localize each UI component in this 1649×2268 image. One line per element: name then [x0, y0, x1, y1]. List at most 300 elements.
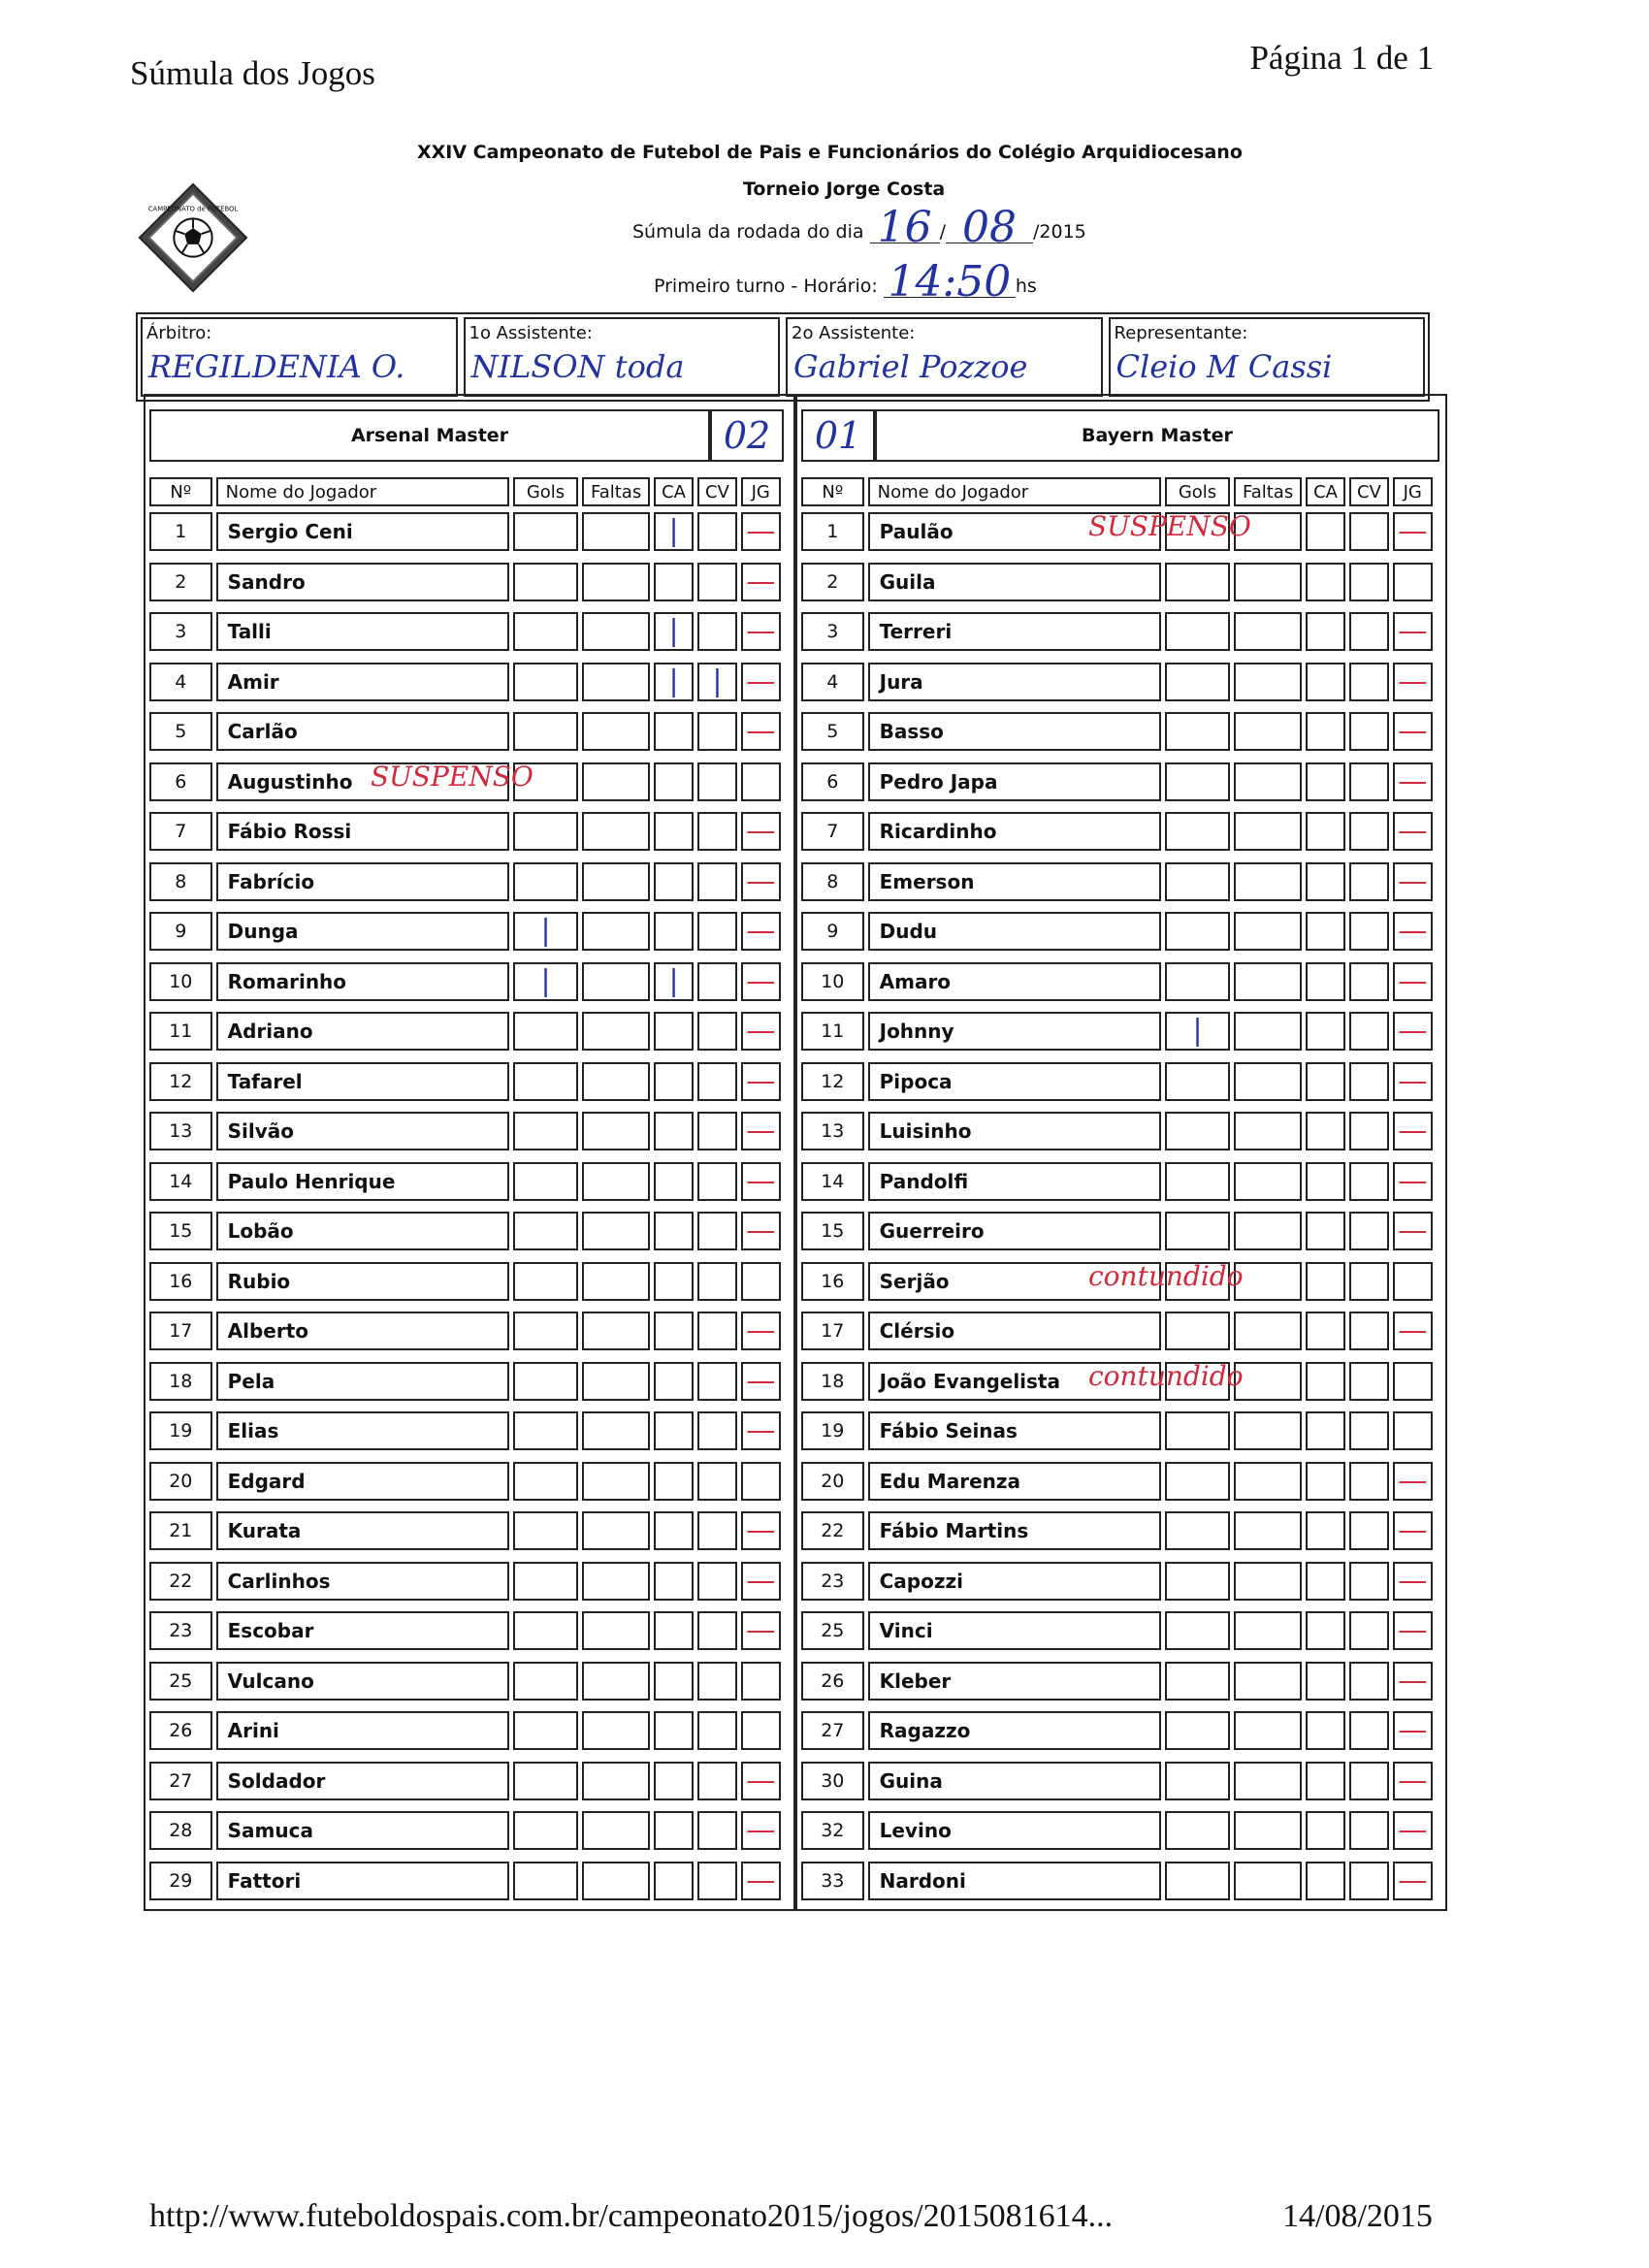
player-row [797, 1660, 1438, 1704]
handwritten-mark: | [1192, 1014, 1203, 1048]
handwritten-mark: | [668, 514, 679, 548]
stat-cell-ft [582, 712, 650, 751]
stat-cell-ca [1306, 812, 1345, 851]
stat-cell-ca [654, 1162, 694, 1201]
stat-cell-cv [697, 1312, 737, 1350]
stat-cell-ca [654, 1012, 694, 1051]
stat-cell-jg [741, 563, 781, 601]
stat-cell-gl [513, 962, 578, 1001]
stat-cell-ca [1306, 512, 1345, 551]
stat-cell-jg [741, 1762, 781, 1800]
player-row [797, 1609, 1438, 1654]
stat-cell-cv [1349, 1811, 1389, 1850]
player-number: 22 [801, 1511, 864, 1550]
handwritten-mark: — [746, 1063, 776, 1098]
stat-cell-ft [1234, 1262, 1302, 1301]
player-number: 18 [801, 1362, 864, 1401]
player-number: 3 [149, 612, 212, 651]
player-row [146, 1210, 786, 1254]
player-number: 7 [149, 812, 212, 851]
assistant2-name: Gabriel Pozzoe [793, 348, 1028, 385]
stat-cell-ca [654, 1112, 694, 1150]
stat-cell-gl [1165, 1811, 1230, 1850]
player-name: Elias [216, 1411, 509, 1450]
stat-cell-gl [513, 1162, 578, 1201]
stat-cell-gl [513, 1262, 578, 1301]
handwritten-mark: — [746, 1763, 776, 1798]
player-number: 1 [149, 512, 212, 551]
stat-cell-cv [1349, 1212, 1389, 1250]
time-suffix: hs [1015, 275, 1037, 297]
player-number: 26 [801, 1662, 864, 1701]
handwritten-mark: — [1398, 1563, 1428, 1598]
stat-cell-ft [582, 563, 650, 601]
stat-cell-ft [1234, 1511, 1302, 1550]
player-row [797, 1409, 1438, 1454]
page-number: Página 1 de 1 [1249, 39, 1434, 77]
stat-cell-ft [1234, 1662, 1302, 1701]
player-row [146, 910, 786, 955]
stat-cell-gl [513, 1611, 578, 1650]
player-number: 3 [801, 612, 864, 651]
handwritten-mark: — [746, 714, 776, 748]
player-row [797, 1260, 1438, 1305]
stat-cell-ca [654, 1811, 694, 1850]
stat-cell-gl [513, 862, 578, 901]
stat-cell-gl [513, 1362, 578, 1401]
player-row [797, 1560, 1438, 1604]
handwritten-mark: — [1398, 1114, 1428, 1148]
column-header-jg: JG [1393, 477, 1433, 506]
stat-cell-gl [513, 612, 578, 651]
handwritten-note: contundido [1088, 1359, 1244, 1392]
stat-cell-jg [741, 762, 781, 801]
stat-cell-jg [741, 1362, 781, 1401]
player-name: Alberto [216, 1312, 509, 1350]
player-name: Vulcano [216, 1662, 509, 1701]
player-row [797, 510, 1438, 555]
stat-cell-gl [1165, 862, 1230, 901]
player-row [797, 661, 1438, 705]
stat-cell-cv [697, 1462, 737, 1501]
handwritten-note: SUSPENSO [371, 760, 534, 793]
stat-cell-ca [654, 762, 694, 801]
player-number: 10 [801, 962, 864, 1001]
stat-cell-ft [582, 1112, 650, 1150]
stat-cell-jg [741, 1662, 781, 1701]
handwritten-mark: — [746, 1813, 776, 1847]
player-name: Luisinho [868, 1112, 1161, 1150]
player-row [146, 1660, 786, 1704]
player-row [146, 1460, 786, 1505]
handwritten-mark: — [1398, 1463, 1428, 1498]
stat-cell-cv [1349, 563, 1389, 601]
handwritten-mark: | [712, 664, 723, 698]
stat-cell-gl [1165, 1411, 1230, 1450]
stat-cell-ft [582, 1262, 650, 1301]
player-row [797, 761, 1438, 805]
stat-cell-gl [1165, 563, 1230, 601]
player-number: 22 [149, 1562, 212, 1601]
player-number: 27 [149, 1762, 212, 1800]
stat-cell-jg [741, 663, 781, 701]
date-month: 08 [946, 213, 1033, 243]
stat-cell-cv [697, 1562, 737, 1601]
stat-cell-ca [654, 612, 694, 651]
stat-cell-gl [513, 1462, 578, 1501]
stat-cell-ft [582, 1362, 650, 1401]
stat-cell-cv [697, 1862, 737, 1900]
stat-cell-ft [582, 812, 650, 851]
representative-label: Representante: [1114, 323, 1248, 343]
stat-cell-ft [1234, 962, 1302, 1001]
handwritten-mark: — [746, 1313, 776, 1347]
stat-cell-gl [1165, 712, 1230, 751]
team-name: Bayern Master [875, 409, 1439, 462]
player-number: 15 [149, 1212, 212, 1250]
player-name: Augustinho [216, 762, 509, 801]
stat-cell-ca [654, 1762, 694, 1800]
stat-cell-gl [1165, 1562, 1230, 1601]
player-row [146, 1160, 786, 1205]
stat-cell-gl [513, 1711, 578, 1750]
stat-cell-jg [741, 612, 781, 651]
stat-cell-ca [654, 1562, 694, 1601]
stat-cell-cv [1349, 1162, 1389, 1201]
stat-cell-gl [513, 1762, 578, 1800]
player-row [797, 810, 1438, 855]
stat-cell-ca [1306, 1711, 1345, 1750]
handwritten-mark: — [1398, 1763, 1428, 1798]
stat-cell-cv [697, 762, 737, 801]
referee-cell [141, 317, 458, 397]
player-number: 13 [149, 1112, 212, 1150]
player-number: 5 [149, 712, 212, 751]
representative-name: Cleio M Cassi [1116, 348, 1333, 385]
player-number: 9 [149, 912, 212, 951]
stat-cell-ca [1306, 1462, 1345, 1501]
stat-cell-ca [1306, 762, 1345, 801]
player-row [797, 1760, 1438, 1804]
player-row [146, 661, 786, 705]
player-name: Dunga [216, 912, 509, 951]
stat-cell-ca [1306, 712, 1345, 751]
handwritten-mark: — [746, 814, 776, 848]
player-number: 4 [801, 663, 864, 701]
player-name: Johnny [868, 1012, 1161, 1051]
stat-cell-cv [1349, 1611, 1389, 1650]
player-name: Levino [868, 1811, 1161, 1850]
stat-cell-cv [1349, 1362, 1389, 1401]
handwritten-mark: — [1398, 1663, 1428, 1698]
stat-cell-ca [654, 912, 694, 951]
stat-cell-ft [1234, 612, 1302, 651]
stat-cell-jg [1393, 1012, 1433, 1051]
player-number: 7 [801, 812, 864, 851]
stat-cell-ft [582, 512, 650, 551]
column-header-cv: CV [697, 477, 737, 506]
player-name: Terreri [868, 612, 1161, 651]
stat-cell-ft [1234, 1462, 1302, 1501]
stat-cell-ft [582, 1312, 650, 1350]
stat-cell-ft [1234, 862, 1302, 901]
stat-cell-ft [1234, 1711, 1302, 1750]
handwritten-mark: — [746, 1513, 776, 1547]
player-row [797, 1310, 1438, 1354]
stat-cell-ca [1306, 1062, 1345, 1101]
handwritten-mark: — [1398, 1163, 1428, 1198]
logo-text: CAMPEONATO de FUTEBOL [147, 205, 239, 213]
stat-cell-ca [654, 1212, 694, 1250]
stat-cell-jg [1393, 1112, 1433, 1150]
handwritten-mark: — [1398, 1513, 1428, 1547]
stat-cell-cv [1349, 1662, 1389, 1701]
column-header-ft: Faltas [582, 477, 650, 506]
player-name: Guerreiro [868, 1212, 1161, 1250]
stat-cell-jg [741, 1062, 781, 1101]
handwritten-mark: — [1398, 614, 1428, 648]
column-header-cv: CV [1349, 477, 1389, 506]
stat-cell-gl [1165, 663, 1230, 701]
player-row [146, 1060, 786, 1105]
stat-cell-ft [582, 1662, 650, 1701]
stat-cell-ca [654, 1511, 694, 1550]
stat-cell-cv [697, 663, 737, 701]
stat-cell-ft [1234, 1762, 1302, 1800]
player-name: Carlão [216, 712, 509, 751]
player-name: Nardoni [868, 1862, 1161, 1900]
handwritten-note: contundido [1088, 1259, 1244, 1292]
stat-cell-gl [1165, 1611, 1230, 1650]
stat-cell-cv [1349, 1511, 1389, 1550]
player-row [797, 561, 1438, 605]
time-label: Primeiro turno - Horário: [654, 275, 878, 297]
stat-cell-cv [697, 1511, 737, 1550]
stat-cell-ft [582, 612, 650, 651]
handwritten-mark: — [746, 1014, 776, 1048]
player-row [146, 1709, 786, 1754]
stat-cell-ft [1234, 563, 1302, 601]
stat-cell-jg [741, 1312, 781, 1350]
stat-cell-gl [513, 1212, 578, 1250]
player-name: Basso [868, 712, 1161, 751]
stat-cell-ca [654, 862, 694, 901]
stat-cell-ca [1306, 1511, 1345, 1550]
stat-cell-ca [1306, 1212, 1345, 1250]
stat-cell-ft [1234, 762, 1302, 801]
stat-cell-ft [582, 1462, 650, 1501]
player-name: Tafarel [216, 1062, 509, 1101]
stat-cell-gl [1165, 1012, 1230, 1051]
player-name: Paulão [868, 512, 1161, 551]
stat-cell-cv [1349, 862, 1389, 901]
stat-cell-gl [1165, 1162, 1230, 1201]
stat-cell-jg [741, 1212, 781, 1250]
stat-cell-ca [1306, 1811, 1345, 1850]
player-name: Edgard [216, 1462, 509, 1501]
stat-cell-ca [654, 512, 694, 551]
handwritten-mark: — [746, 1413, 776, 1447]
stat-cell-gl [513, 1662, 578, 1701]
stat-cell-cv [697, 1411, 737, 1450]
player-row [146, 1760, 786, 1804]
stat-cell-jg [741, 1811, 781, 1850]
player-name: Kleber [868, 1662, 1161, 1701]
player-row [797, 910, 1438, 955]
player-name: Soldador [216, 1762, 509, 1800]
stat-cell-gl [513, 1062, 578, 1101]
player-row [797, 710, 1438, 755]
handwritten-mark: — [746, 1563, 776, 1598]
handwritten-mark: — [1398, 1713, 1428, 1747]
player-name: Ricardinho [868, 812, 1161, 851]
stat-cell-ca [654, 1862, 694, 1900]
player-name: Adriano [216, 1012, 509, 1051]
stat-cell-jg [741, 512, 781, 551]
handwritten-mark: — [746, 914, 776, 948]
stat-cell-ft [582, 1511, 650, 1550]
stat-cell-jg [1393, 762, 1433, 801]
stat-cell-jg [741, 962, 781, 1001]
stat-cell-cv [697, 512, 737, 551]
stat-cell-gl [513, 663, 578, 701]
player-name: Samuca [216, 1811, 509, 1850]
team-panel-away [795, 394, 1447, 1911]
stat-cell-ft [582, 1411, 650, 1450]
player-row [146, 1360, 786, 1405]
stat-cell-ca [654, 962, 694, 1001]
stat-cell-cv [1349, 1312, 1389, 1350]
handwritten-mark: — [1398, 1063, 1428, 1098]
stat-cell-jg [1393, 1411, 1433, 1450]
player-number: 10 [149, 962, 212, 1001]
stat-cell-cv [1349, 1711, 1389, 1750]
stat-cell-ft [1234, 1811, 1302, 1850]
stat-cell-ca [654, 1312, 694, 1350]
player-row [797, 1060, 1438, 1105]
stat-cell-gl [513, 1562, 578, 1601]
player-name: Pipoca [868, 1062, 1161, 1101]
stat-cell-cv [697, 912, 737, 951]
time-line [654, 257, 1037, 307]
stat-cell-jg [741, 1462, 781, 1501]
stat-cell-ca [654, 712, 694, 751]
date-year: /2015 [1032, 221, 1086, 243]
stat-cell-gl [1165, 1662, 1230, 1701]
player-number: 8 [801, 862, 864, 901]
stat-cell-ca [1306, 1012, 1345, 1051]
stat-cell-ft [582, 1212, 650, 1250]
player-name: Amaro [868, 962, 1161, 1001]
player-number: 20 [149, 1462, 212, 1501]
handwritten-mark: — [746, 963, 776, 998]
soccer-ball-emblem-icon [136, 180, 250, 295]
player-name: Paulo Henrique [216, 1162, 509, 1201]
handwritten-mark: — [746, 614, 776, 648]
handwritten-mark: | [668, 963, 679, 998]
column-header-no: Nº [801, 477, 864, 506]
stat-cell-jg [1393, 612, 1433, 651]
player-number: 30 [801, 1762, 864, 1800]
player-row [797, 1509, 1438, 1554]
handwritten-mark: | [540, 914, 551, 948]
player-number: 25 [801, 1611, 864, 1650]
stat-cell-ft [582, 1711, 650, 1750]
stat-cell-ca [654, 1662, 694, 1701]
player-number: 33 [801, 1862, 864, 1900]
stat-cell-ca [654, 663, 694, 701]
column-header-gl: Gols [513, 477, 578, 506]
player-number: 12 [149, 1062, 212, 1101]
team-panel-home [144, 394, 795, 1911]
stat-cell-gl [1165, 1312, 1230, 1350]
tournament-title: Torneio Jorge Costa [743, 178, 946, 200]
player-number: 14 [801, 1162, 864, 1201]
stat-cell-gl [1165, 1862, 1230, 1900]
column-header-gl: Gols [1165, 477, 1230, 506]
player-name: Capozzi [868, 1562, 1161, 1601]
player-number: 13 [801, 1112, 864, 1150]
stat-cell-gl [513, 1012, 578, 1051]
handwritten-note: SUSPENSO [1088, 510, 1251, 542]
assistant2-label: 2o Assistente: [792, 323, 916, 343]
player-number: 6 [801, 762, 864, 801]
player-number: 9 [801, 912, 864, 951]
stat-cell-ft [1234, 1212, 1302, 1250]
stat-cell-cv [697, 1611, 737, 1650]
stat-cell-jg [1393, 1262, 1433, 1301]
player-number: 14 [149, 1162, 212, 1201]
stat-cell-jg [1393, 1212, 1433, 1250]
stat-cell-cv [697, 612, 737, 651]
player-name: Guina [868, 1762, 1161, 1800]
handwritten-mark: — [1398, 863, 1428, 898]
stat-cell-cv [1349, 1062, 1389, 1101]
stat-cell-ca [654, 812, 694, 851]
stat-cell-ft [582, 1811, 650, 1850]
stat-cell-gl [513, 912, 578, 951]
player-name: Sandro [216, 563, 509, 601]
player-row [146, 1809, 786, 1854]
stat-cell-jg [741, 1711, 781, 1750]
player-name: Carlinhos [216, 1562, 509, 1601]
stat-cell-jg [741, 1411, 781, 1450]
player-name: Emerson [868, 862, 1161, 901]
player-number: 32 [801, 1811, 864, 1850]
stat-cell-jg [1393, 663, 1433, 701]
handwritten-mark: — [1398, 1313, 1428, 1347]
player-row [146, 710, 786, 755]
player-number: 17 [801, 1312, 864, 1350]
player-number: 1 [801, 512, 864, 551]
stat-cell-cv [697, 1262, 737, 1301]
handwritten-mark: — [1398, 763, 1428, 798]
handwritten-mark: — [746, 514, 776, 548]
stat-cell-ft [582, 862, 650, 901]
stat-cell-ca [1306, 1862, 1345, 1900]
stat-cell-ca [654, 1411, 694, 1450]
stat-cell-ft [1234, 812, 1302, 851]
stat-cell-ft [582, 912, 650, 951]
player-row [146, 1560, 786, 1604]
player-name: Talli [216, 612, 509, 651]
stat-cell-ft [1234, 1611, 1302, 1650]
stat-cell-ca [1306, 1762, 1345, 1800]
stat-cell-gl [1165, 1762, 1230, 1800]
player-row [146, 510, 786, 555]
date-label: Súmula da rodada do dia [632, 221, 864, 243]
stat-cell-jg [1393, 1062, 1433, 1101]
